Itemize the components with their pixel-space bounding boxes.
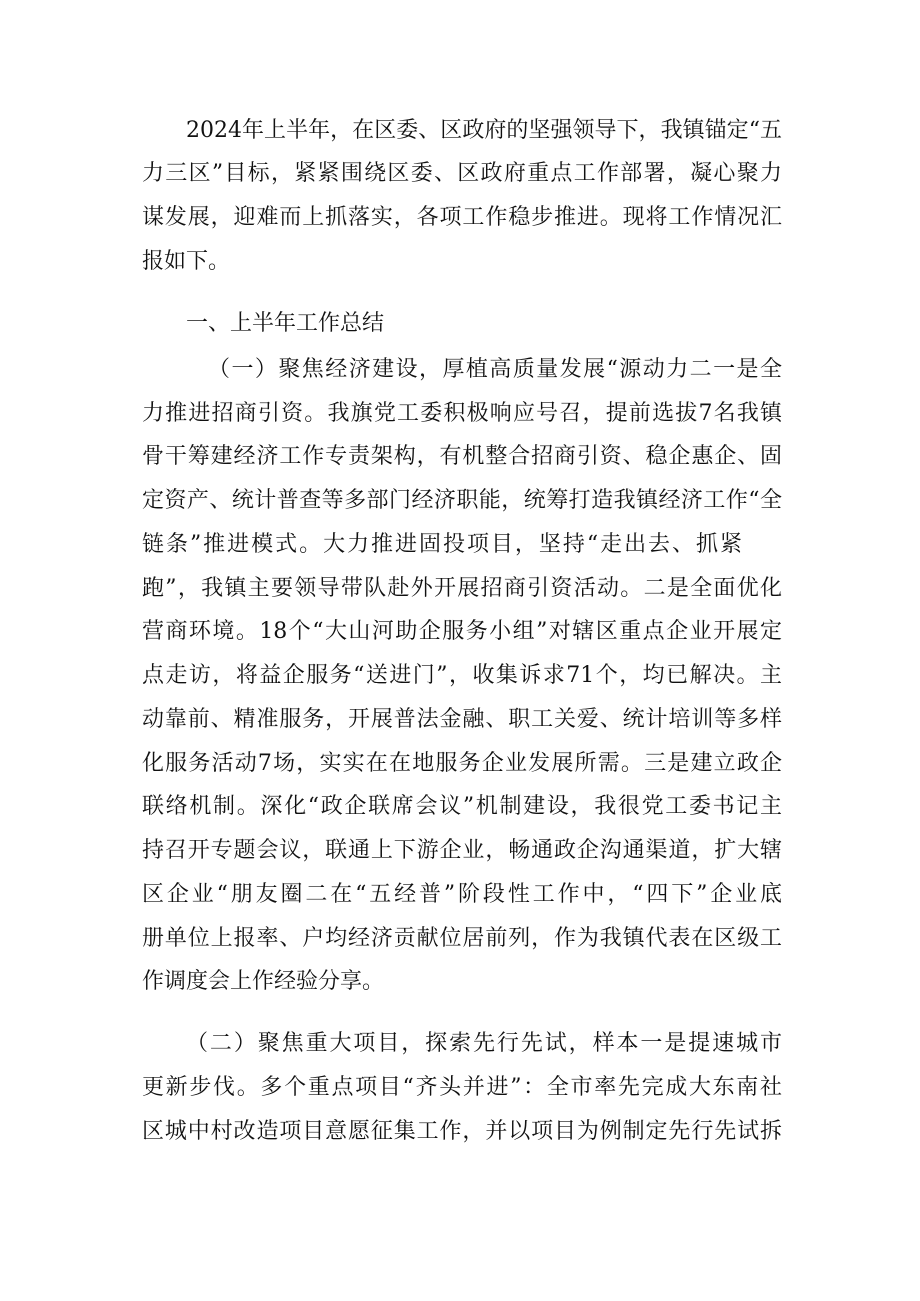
- paragraph-2-line: 定资产、统计普查等多部门经济职能，统筹打造我镇经济工作“全: [142, 488, 782, 513]
- paragraph-3-line: 更新步伐。多个重点项目“齐头并进”：全市率先完成大东南社: [142, 1075, 782, 1100]
- paragraph-2-line: 力推进招商引资。我旗党工委积极响应号召，提前选拔7名我镇: [142, 401, 782, 426]
- paragraph-2-line: 点走访，将益企服务“送进门”，收集诉求71个，均已解决。主: [142, 663, 782, 688]
- paragraph-2-line: （一）聚焦经济建设，厚植高质量发展“源动力二一是全: [208, 357, 782, 382]
- paragraph-2-line: 营商环境。18个“大山河助企服务小组”对辖区重点企业开展定: [142, 619, 782, 644]
- paragraph-2-line: 链条”推进模式。大力推进固投项目，坚持“走出去、抓紧: [142, 532, 742, 557]
- paragraph-2-line: 册单位上报率、户均经济贡献位居前列，作为我镇代表在区级工: [142, 926, 782, 951]
- paragraph-1-line: 谋发展，迎难而上抓落实，各项工作稳步推进。现将工作情况汇: [142, 205, 782, 230]
- paragraph-3-line: （二）聚焦重大项目，探索先行先试，样本一是提速城市: [186, 1031, 782, 1056]
- paragraph-2-line: 动靠前、精准服务，开展普法金融、职工关爱、统计培训等多样: [142, 707, 782, 732]
- paragraph-2-line: 跑”，我镇主要领导带队赴外开展招商引资活动。二是全面优化: [142, 576, 782, 601]
- paragraph-2-line: 联络机制。深化“政企联席会议”机制建设，我很党工委书记主: [142, 794, 782, 819]
- paragraph-2-line: 区企业“朋友圈二在“五经普”阶段性工作中，“四下”企业底: [142, 882, 782, 907]
- paragraph-1-line: 力三区”目标，紧紧围绕区委、区政府重点工作部署，凝心聚力: [142, 161, 782, 186]
- paragraph-3-line: 区城中村改造项目意愿征集工作，并以项目为例制定先行先试拆: [142, 1119, 782, 1144]
- paragraph-1-line: 报如下。: [142, 249, 231, 274]
- paragraph-2-line: 化服务活动7场，实实在在地服务企业发展所需。三是建立政企: [142, 751, 782, 776]
- paragraph-2-line: 持召开专题会议，联通上下游企业，畅通政企沟通渠道，扩大辖: [142, 838, 782, 863]
- section-heading: 一、上半年工作总结: [186, 311, 385, 336]
- paragraph-2-line: 作调度会上作经验分享。: [142, 969, 385, 994]
- paragraph-2-line: 骨干筹建经济工作专责架构，有机整合招商引资、稳企惠企、固: [142, 444, 782, 469]
- paragraph-1-line: 2024年上半年，在区委、区政府的坚强领导下，我镇锚定“五: [186, 118, 782, 143]
